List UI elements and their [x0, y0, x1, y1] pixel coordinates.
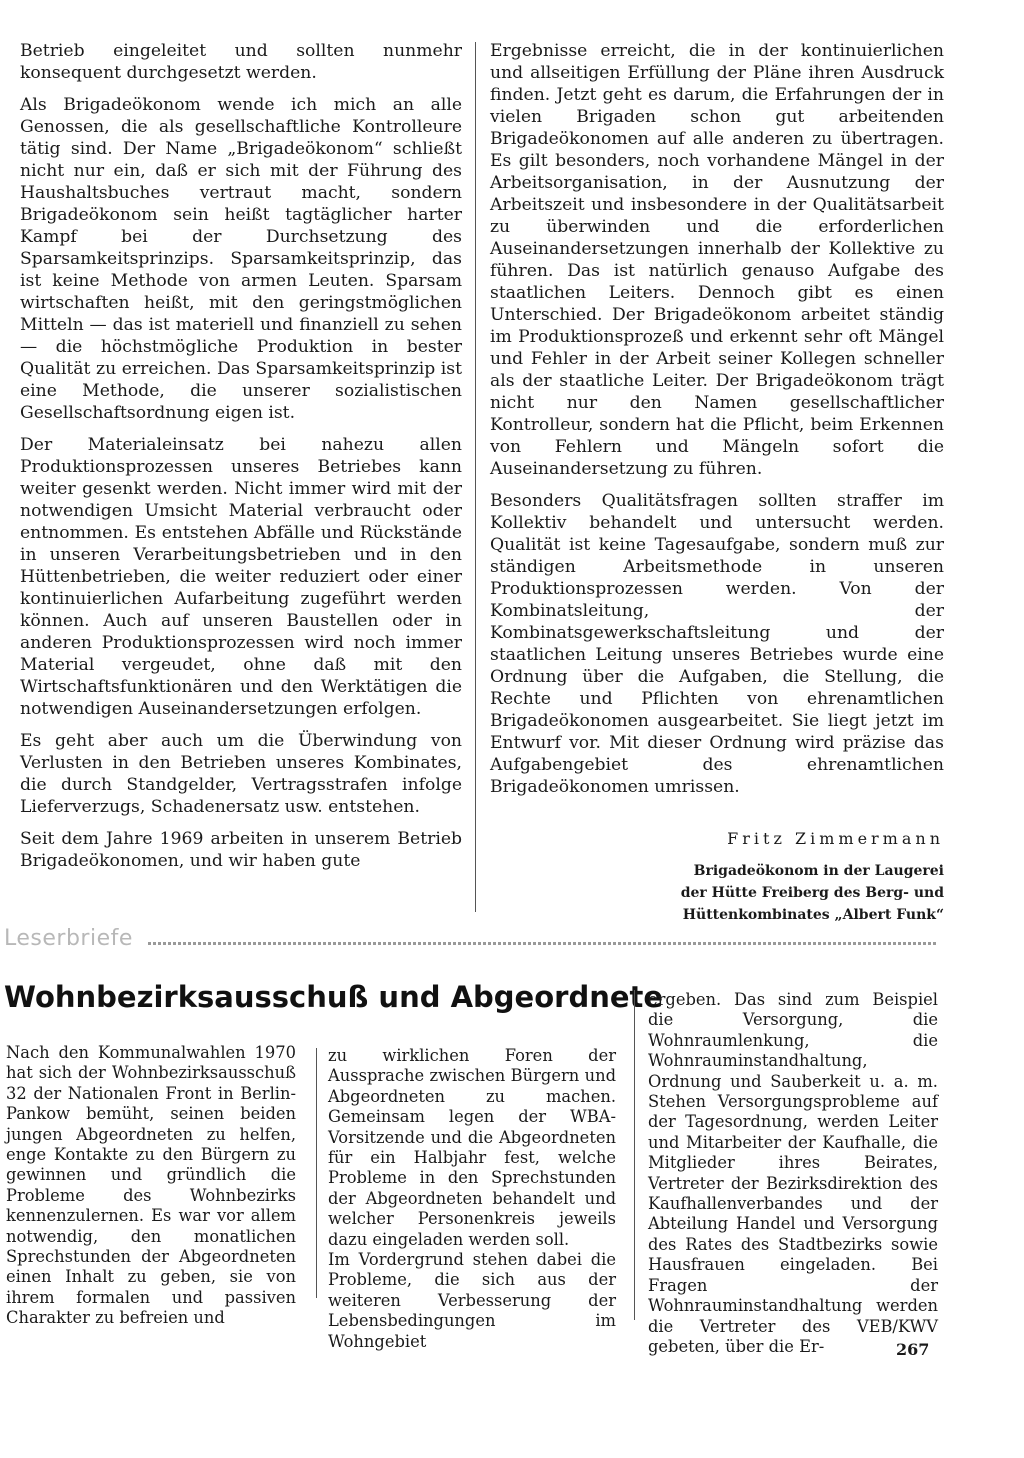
article-paragraph: ergeben. Das sind zum Beispiel die Versorgung, die Wohnraumlenkung, die Wohnrauminstandhaltung, Ordnung und Sauberkeit u. a. m. Stehen Versorgungsprobleme auf der Tagesordnung, werden Leiter und Mitarbeiter der Kaufhalle, die Mitglieder ihres Beirates, Vertreter der Bezirksdirektion des Kaufhallenverbandes und der Abteilung Handel und Versorgung des Rates des Stadtbezirks sowie Hausfrauen eingeladen. Bei Fragen der Wohnrauminstandhaltung werden die Vertreter des VEB/KWV gebeten, über die Er- — [648, 990, 938, 1356]
letter-paragraph: Als Brigadeökonom wende ich mich an alle Genossen, die als gesellschaftliche Kontrolleure tätig sind. Der Name „Brigadeökonom“ schließt nicht nur ein, daß er sich mit der Führung des Haushaltsbuches vertraut macht, sondern Brigadeökonom sein heißt tagtäglicher harter Kampf bei der Durchsetzung des Sparsamkeitsprinzips. Sparsamkeitsprinzip, das ist keine Methode von armen Leuten. Sparsam wirtschaften heißt, mit den geringstmöglichen Mitteln — das ist materiell und finanziell zu sehen — die höchstmögliche Produktion in bester Qualität zu erreichen. Das Sparsamkeitsprinzip ist eine Methode, die unserer sozialistischen Gesellschaftsordnung eigen ist. — [20, 95, 462, 423]
article-column-2 — [328, 1046, 616, 1352]
letter-signature — [540, 828, 944, 926]
column-divider — [316, 1048, 317, 1298]
letter-paragraph: Es geht aber auch um die Überwindung von Verlusten in den Betrieben unseres Kombinates, die durch Standgelder, Vertragsstrafen infolge Lieferverzugs, Schadenersatz usw. entstehen. — [20, 731, 462, 817]
section-label: Leserbriefe — [4, 926, 133, 951]
letter-right-column — [490, 40, 944, 798]
column-divider — [634, 990, 635, 1320]
section-header — [0, 926, 940, 956]
author-name: Fritz Zimmermann — [727, 829, 944, 848]
letter-left-column — [20, 40, 462, 872]
article-column-1 — [6, 1043, 296, 1329]
letter-paragraph: Ergebnisse erreicht, die in der kontinuierlichen und allseitigen Erfüllung der Pläne ihren Ausdruck finden. Jetzt geht es darum, die Erfahrungen der in vielen Brigaden schon gut arbeitenden Brigadeökonomen auf alle anderen zu übertragen. Es gilt besonders, noch vorhandene Mängel in der Arbeitsorganisation, in der Ausnutzung der Arbeitszeit und insbesondere in der Qualitätsarbeit zu überwinden und die erforderlichen Auseinandersetzungen innerhalb der Kollektive zu führen. Das ist natürlich genauso Aufgabe des staatlichen Leiters. Dennoch gibt es einen Unterschied. Der Brigadeökonom arbeitet ständig im Produktionsprozeß und erkennt sehr oft Mängel und Fehler in der Arbeit seiner Kollegen schneller als der staatliche Leiter. Der Brigadeökonom trägt nicht nur den Namen gesellschaftlicher Kontrolleur, sondern hat die Pflicht, beim Erkennen von Fehlern und Mängeln sofort die Auseinandersetzung zu führen. — [490, 41, 944, 479]
section-rule — [148, 942, 938, 945]
article-column-3 — [648, 990, 938, 1357]
column-divider — [475, 42, 476, 912]
letter-paragraph: Seit dem Jahre 1969 arbeiten in unserem Betrieb Brigadeökonomen, und wir haben gute — [20, 829, 462, 871]
letter-paragraph: Betrieb eingeleitet und sollten nunmehr konsequent durchgesetzt werden. — [20, 41, 462, 83]
letter-paragraph: Besonders Qualitätsfragen sollten straffer im Kollektiv behandelt und untersucht werden. Qualität ist keine Tagesaufgabe, sondern muß zur ständigen Arbeitsmethode in unseren Produktionsprozessen werden. Von der Kombinatsleitung, der Kombinatsgewerkschaftsleitung und der staatlichen Leitung unseres Betriebes wurde eine Ordnung über die Aufgaben, die Stellung, die Rechte und Pflichten von ehrenamtlichen Brigadeökonomen ausgearbeitet. Sie liegt jetzt im Entwurf vor. Mit dieser Ordnung wird präzise das Aufgabengebiet des ehrenamtlichen Brigadeökonomen umrissen. — [490, 491, 944, 797]
letter-paragraph: Der Materialeinsatz bei nahezu allen Produktionsprozessen unseres Betriebes kann weiter gesenkt werden. Nicht immer wird mit der notwendigen Umsicht Material verbraucht oder entnommen. Es entstehen Abfälle und Rückstände in unseren Verarbeitungsbetrieben und in den Hüttenbetrieben, die weiter reduziert oder einer kontinuierlichen Aufarbeitung zugeführt werden können. Auch auf unseren Baustellen oder in anderen Produktionsprozessen wird noch immer Material vergeudet, ohne daß mit den Wirtschaftsfunktionären und den Werktätigen die notwendigen Auseinandersetzungen erfolgen. — [20, 435, 462, 719]
article-headline: Wohnbezirksausschuß und Abgeordnete — [4, 980, 664, 1014]
author-role: Brigadeökonom in der Laugerei — [693, 863, 944, 879]
page-number: 267 — [896, 1340, 930, 1359]
author-role: Hüttenkombinates „Albert Funk“ — [682, 907, 944, 923]
author-role: der Hütte Freiberg des Berg- und — [680, 885, 944, 901]
article-paragraph: Nach den Kommunalwahlen 1970 hat sich der Wohnbezirksausschuß 32 der Nationalen Front in Berlin-Pankow bemüht, seinen beiden jungen Abgeordneten zu helfen, enge Kontakte zu den Bürgern zu gewinnen und gründlich die Probleme des Wohnbezirks kennenzulernen. Es war vor allem notwendig, den monatlichen Sprechstunden der Abgeordneten einen Inhalt zu geben, sie von ihrem formalen und passiven Charakter zu befreien und — [6, 1043, 296, 1328]
article-paragraph: zu wirklichen Foren der Aussprache zwischen Bürgern und Abgeordneten zu machen. Gemeinsam legen der WBA-Vorsitzende und die Abgeordneten für ein Halbjahr fest, welche Probleme in den Sprechstunden der Abgeordneten behandelt und welcher Personenkreis jeweils dazu eingeladen werden soll. — [328, 1046, 616, 1249]
article-paragraph: Im Vordergrund stehen dabei die Probleme, die sich aus der weiteren Verbesserung der Lebensbedingungen im Wohngebiet — [328, 1250, 616, 1351]
